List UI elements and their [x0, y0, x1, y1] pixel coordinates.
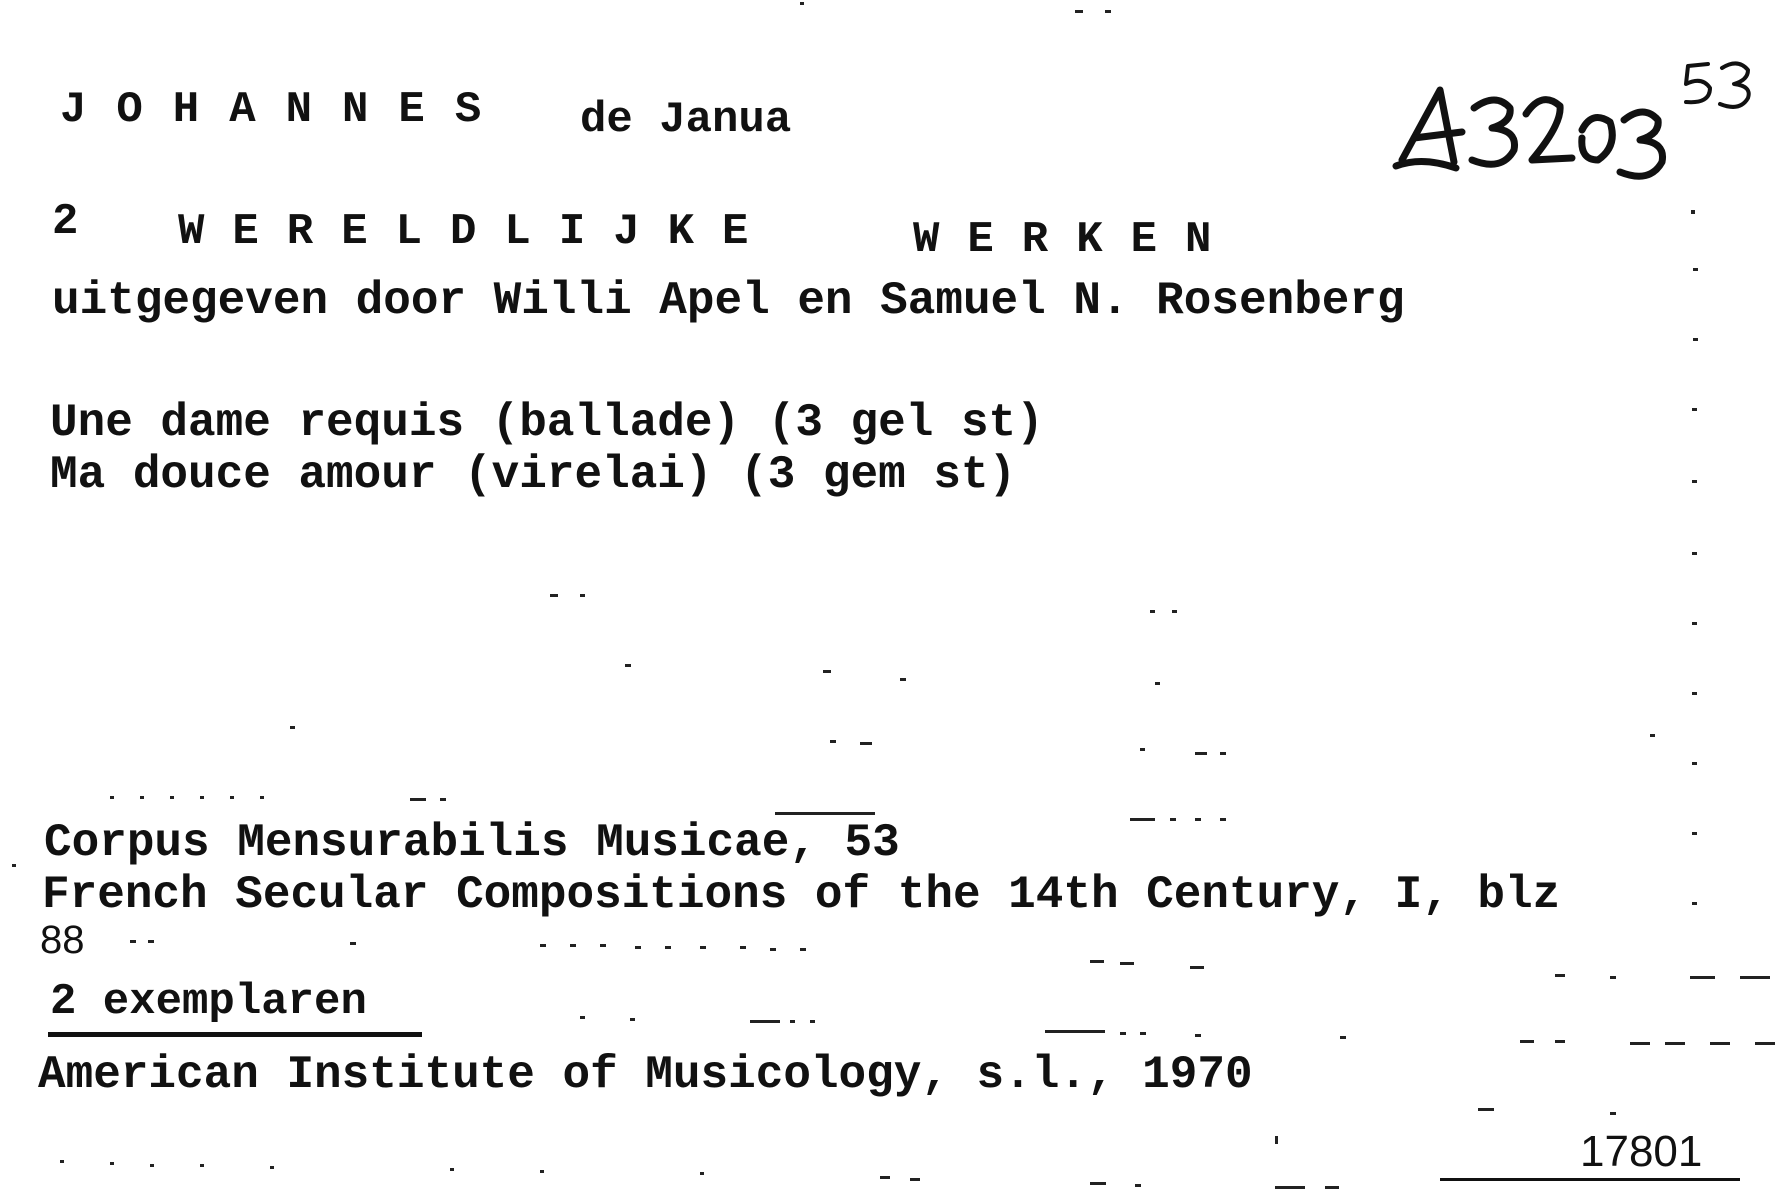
composer-name-suffix: de Janua [580, 95, 792, 145]
publisher-line: American Institute of Musicology, s.l., 1970 [38, 1049, 1253, 1101]
page-reference: 88 [40, 918, 85, 962]
editors-line: uitgegeven door Willi Apel en Samuel N. Rosenberg [52, 275, 1405, 327]
work-count: 2 [52, 197, 79, 247]
title-word-1: WERELDLIJKE [178, 207, 777, 257]
piece-entry: Ma douce amour (virelai) (3 gem st) [50, 449, 1017, 501]
series-title: Corpus Mensurabilis Musicae, 53 [44, 817, 900, 869]
card-number: 17801 [1580, 1127, 1703, 1176]
composer-surname: JOHANNES [60, 85, 512, 135]
publication-title: French Secular Compositions of the 14th Century, I, blz [42, 869, 1561, 921]
piece-entry: Une dame requis (ballade) (3 gel st) [50, 397, 1044, 449]
title-word-2: WERKEN [913, 215, 1240, 265]
copies-note: 2 exemplaren [50, 977, 367, 1027]
